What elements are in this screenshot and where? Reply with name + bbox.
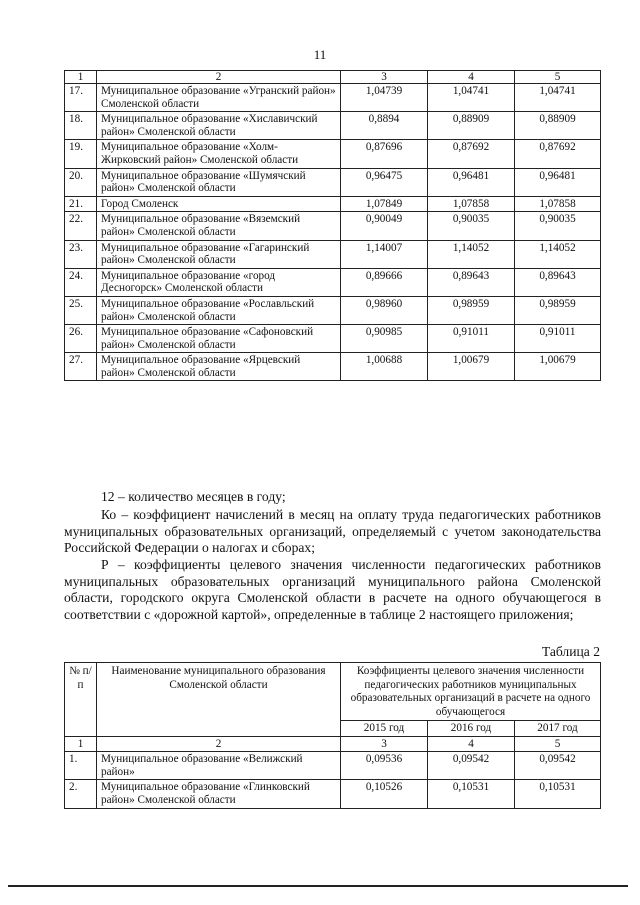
municipality-name: Муниципальное образование «Гагаринский район» Смоленской области [97, 240, 341, 268]
value-2015: 1,04739 [341, 84, 428, 112]
column-index: 1 [65, 736, 97, 752]
column-index: 1 [65, 71, 97, 84]
municipality-name: Муниципальное образование «Глинковский район» Смоленской области [97, 780, 341, 808]
value-2017: 1,14052 [515, 240, 601, 268]
value-2017: 0,09542 [515, 752, 601, 780]
page-bottom-rule [8, 885, 628, 887]
value-2016: 0,90035 [428, 212, 515, 240]
value-2015: 0,89666 [341, 268, 428, 296]
row-number: 26. [65, 325, 97, 353]
ko-text: Ко – коэффициент начислений в месяц на оплату труда педагогических работников муниципальных образовательных организаций, определяемый с учетом законодательства Российской Федерации о налогах и сборах; [64, 507, 601, 556]
value-2017: 0,10531 [515, 780, 601, 808]
value-2016: 1,00679 [428, 353, 515, 381]
value-2015: 0,87696 [341, 140, 428, 168]
year-header: 2016 год [428, 721, 515, 737]
header-row [65, 663, 601, 721]
value-2016: 0,91011 [428, 325, 515, 353]
header-coefficients: Коэффициенты целевого значения численности педагогических работников муниципальных образовательных организаций в расчете на одного обучающегося [341, 663, 601, 721]
table-row [65, 212, 601, 240]
page-number: 11 [313, 47, 327, 62]
months-paragraph [64, 489, 601, 506]
value-2016: 1,04741 [428, 84, 515, 112]
municipality-name: Муниципальное образование «Ярцевский район» Смоленской области [97, 353, 341, 381]
value-2015: 0,90049 [341, 212, 428, 240]
value-2017: 0,87692 [515, 140, 601, 168]
column-index: 4 [428, 71, 515, 84]
column-index: 2 [97, 736, 341, 752]
row-number: 21. [65, 196, 97, 212]
column-index-row [65, 736, 601, 752]
ko-paragraph [64, 507, 601, 557]
column-index: 4 [428, 736, 515, 752]
municipality-name: Муниципальное образование «Велижский район» [97, 752, 341, 780]
table-row [65, 296, 601, 324]
header-municipality: Наименование муниципального образования Смоленской области [97, 663, 341, 737]
column-index: 3 [341, 71, 428, 84]
year-header: 2015 год [341, 721, 428, 737]
column-index: 5 [515, 736, 601, 752]
p-coefficient-paragraph [64, 557, 601, 623]
value-2017: 1,07858 [515, 196, 601, 212]
table-row [65, 325, 601, 353]
municipality-name: Муниципальное образование «город Десногорск» Смоленской области [97, 268, 341, 296]
row-number: 2. [65, 780, 97, 808]
coefficients-table-continued [64, 70, 601, 381]
row-number: 18. [65, 112, 97, 140]
municipality-name: Муниципальное образование «Угранский район» Смоленской области [97, 84, 341, 112]
value-2015: 1,14007 [341, 240, 428, 268]
row-number: 23. [65, 240, 97, 268]
staffing-coefficients-table [64, 662, 601, 809]
value-2015: 0,96475 [341, 168, 428, 196]
column-index: 2 [97, 71, 341, 84]
value-2017: 0,91011 [515, 325, 601, 353]
municipality-name: Муниципальное образование «Хиславичский район» Смоленской области [97, 112, 341, 140]
value-2015: 0,8894 [341, 112, 428, 140]
value-2016: 0,87692 [428, 140, 515, 168]
value-2016: 0,10531 [428, 780, 515, 808]
value-2017: 0,98959 [515, 296, 601, 324]
value-2016: 0,96481 [428, 168, 515, 196]
row-number: 25. [65, 296, 97, 324]
value-2017: 0,88909 [515, 112, 601, 140]
value-2015: 1,00688 [341, 353, 428, 381]
table-row [65, 196, 601, 212]
header-number: № п/п [65, 663, 97, 737]
table-row [65, 168, 601, 196]
value-2016: 0,88909 [428, 112, 515, 140]
value-2015: 0,90985 [341, 325, 428, 353]
p-coefficient-text: Р – коэффициенты целевого значения численности педагогических работников муниципальных образовательных организаций муниципального района Смоленской области, городского округа Смоленской области в расчете на одного обучающегося в соответствии с «дорожной картой», определенные в таблице 2 настоящего приложения; [64, 557, 601, 622]
column-index: 3 [341, 736, 428, 752]
table-row [65, 112, 601, 140]
table-row [65, 268, 601, 296]
value-2016: 1,14052 [428, 240, 515, 268]
table-row [65, 752, 601, 780]
year-header: 2017 год [515, 721, 601, 737]
column-index: 5 [515, 71, 601, 84]
municipality-name: Муниципальное образование «Шумячский район» Смоленской области [97, 168, 341, 196]
municipality-name: Муниципальное образование «Вяземский район» Смоленской области [97, 212, 341, 240]
table-row [65, 84, 601, 112]
value-2017: 0,89643 [515, 268, 601, 296]
row-number: 1. [65, 752, 97, 780]
value-2017: 0,90035 [515, 212, 601, 240]
row-number: 20. [65, 168, 97, 196]
value-2017: 1,04741 [515, 84, 601, 112]
row-number: 19. [65, 140, 97, 168]
value-2015: 1,07849 [341, 196, 428, 212]
value-2016: 0,98959 [428, 296, 515, 324]
municipality-name: Муниципальное образование «Рославльский район» Смоленской области [97, 296, 341, 324]
row-number: 24. [65, 268, 97, 296]
municipality-name: Город Смоленск [97, 196, 341, 212]
row-number: 22. [65, 212, 97, 240]
value-2015: 0,10526 [341, 780, 428, 808]
municipality-name: Муниципальное образование «Сафоновский район» Смоленской области [97, 325, 341, 353]
table-caption: Таблица 2 [541, 644, 600, 659]
row-number: 27. [65, 353, 97, 381]
table-row [65, 353, 601, 381]
value-2016: 0,89643 [428, 268, 515, 296]
value-2015: 0,98960 [341, 296, 428, 324]
months-text: 12 – количество месяцев в году; [101, 489, 286, 504]
table-row [65, 140, 601, 168]
table-row [65, 240, 601, 268]
row-number: 17. [65, 84, 97, 112]
value-2015: 0,09536 [341, 752, 428, 780]
value-2017: 0,96481 [515, 168, 601, 196]
value-2017: 1,00679 [515, 353, 601, 381]
value-2016: 1,07858 [428, 196, 515, 212]
value-2016: 0,09542 [428, 752, 515, 780]
table-row [65, 780, 601, 808]
column-index-row [65, 71, 601, 84]
municipality-name: Муниципальное образование «Холм-Жирковский район» Смоленской области [97, 140, 341, 168]
